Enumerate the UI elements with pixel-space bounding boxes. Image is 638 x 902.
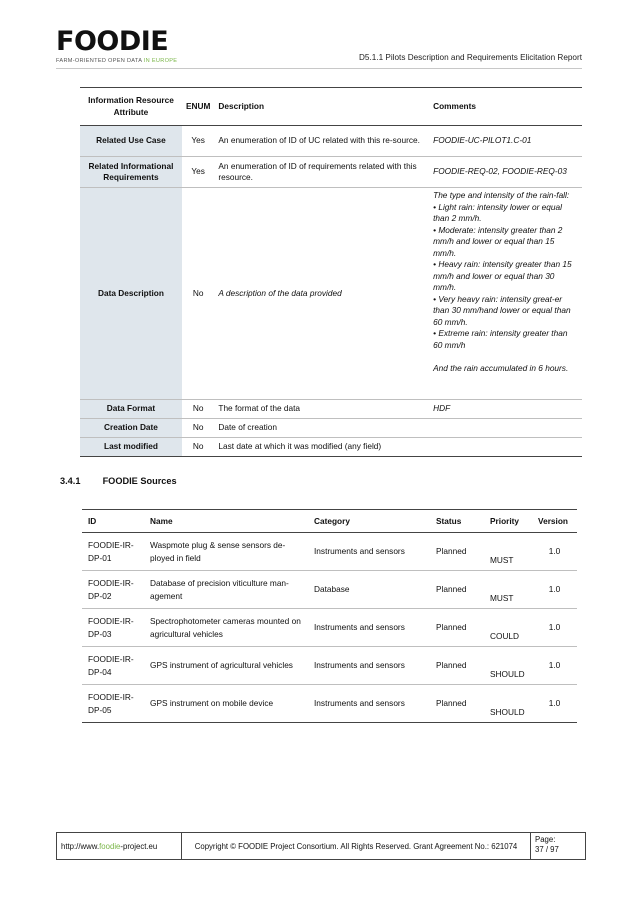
col-header-attribute: Information Resource Attribute [80, 88, 182, 126]
comment-line [433, 351, 578, 363]
sources-table [82, 509, 577, 723]
row-description: An enumeration of ID of UC related with this re-source. [218, 135, 420, 146]
row-comments: HDF [433, 403, 451, 414]
comment-line: • Extreme rain: intensity greater than 60 mm/h [433, 328, 568, 350]
source-name: Waspmote plug & sense sensors de-ployed in field [150, 540, 286, 563]
source-priority: MUST [490, 592, 514, 603]
row-attribute: Last modified [80, 438, 182, 457]
footer-url[interactable]: http://www. foodie -project.eu [57, 833, 182, 859]
footer-copyright: Copyright © FOODIE Project Consortium. All Rights Reserved. Grant Agreement No.: 621074 [182, 833, 531, 859]
source-id: FOODIE-IR-DP-03 [88, 616, 134, 639]
row-attribute: Related Informational Requirements [80, 157, 182, 188]
attribute-table-header [80, 88, 582, 126]
col-header-status: Status [430, 510, 484, 533]
source-priority: MUST [490, 554, 514, 565]
source-status: Planned [436, 660, 467, 671]
source-name: GPS instrument on mobile device [150, 698, 274, 709]
row-description: A description of the data provided [218, 287, 342, 298]
source-version: 1.0 [548, 584, 561, 595]
col-header-description: Description [214, 88, 429, 126]
sources-table-header [82, 510, 577, 533]
source-version: 1.0 [548, 698, 561, 709]
row-description: Date of creation [218, 422, 277, 433]
row-attribute: Data Format [80, 400, 182, 419]
row-enum: No [192, 287, 204, 298]
table-row [80, 400, 582, 419]
source-version: 1.0 [548, 546, 561, 557]
source-version: 1.0 [548, 660, 561, 671]
source-status: Planned [436, 698, 467, 709]
table-row [80, 438, 582, 457]
row-comments [429, 438, 582, 457]
table-row [82, 647, 577, 685]
row-enum: No [192, 403, 204, 414]
comment-line: • Moderate: intensity greater than 2 mm/h and lower or equal than 15 mm/h. [433, 224, 563, 258]
source-category: Instruments and sensors [314, 698, 405, 709]
source-version: 1.0 [548, 622, 561, 633]
row-description: An enumeration of ID of requirements related with this resource. [218, 160, 417, 182]
row-attribute: Creation Date [80, 419, 182, 438]
col-header-enum: ENUM [182, 88, 214, 126]
table-row [82, 609, 577, 647]
source-category: Instruments and sensors [314, 546, 405, 557]
logo-wordmark: FOODIE [56, 26, 169, 57]
comment-line: • Heavy rain: intensity greater than 15 mm/h and lower or equal than 30 mm/h. [433, 259, 572, 292]
source-status: Planned [436, 584, 467, 595]
page-label: Page: [535, 835, 556, 844]
source-id: FOODIE-IR-DP-05 [88, 692, 134, 715]
row-enum: Yes [191, 135, 205, 146]
page-footer [56, 832, 586, 860]
source-id: FOODIE-IR-DP-01 [88, 540, 134, 563]
col-header-priority: Priority [484, 510, 532, 533]
logo-tagline: FARM-ORIENTED OPEN DATA IN EUROPE [56, 58, 178, 64]
row-description: The format of the data [218, 403, 301, 414]
source-name: Spectrophotometer cameras mounted on agricultural vehicles [150, 616, 301, 639]
table-row [80, 157, 582, 188]
attribute-table [80, 87, 582, 457]
section-number: 3.4.1 [60, 476, 81, 486]
comment-line: And the rain accumulated in 6 hours. [433, 362, 569, 373]
source-status: Planned [436, 622, 467, 633]
section-heading [60, 476, 177, 486]
report-title: D5.1.1 Pilots Description and Requirements Elicitation Report [359, 53, 582, 62]
row-attribute: Related Use Case [80, 126, 182, 157]
comment-line: • Light rain: intensity lower or equal than 2 mm/h. [433, 201, 562, 223]
source-id: FOODIE-IR-DP-04 [88, 654, 134, 677]
row-enum: Yes [191, 166, 205, 177]
source-status: Planned [436, 546, 467, 557]
col-header-id: ID [82, 510, 144, 533]
comment-line: • Very heavy rain: intensity great-er than 30 mm/hand lower or equal than 60 mm/h. [433, 293, 571, 327]
source-priority: COULD [490, 630, 520, 641]
table-row [80, 126, 582, 157]
row-description: Last date at which it was modified (any field) [218, 441, 382, 452]
row-comments [429, 419, 582, 438]
source-category: Instruments and sensors [314, 622, 405, 633]
row-comments: FOODIE-UC-PILOT1.C-01 [433, 135, 532, 146]
row-attribute: Data Description [80, 188, 182, 400]
col-header-comments: Comments [429, 88, 582, 126]
row-enum: No [192, 422, 204, 433]
source-id: FOODIE-IR-DP-02 [88, 578, 134, 601]
source-priority: SHOULD [490, 668, 525, 679]
source-priority: SHOULD [490, 706, 525, 717]
source-name: Database of precision viticulture man-agement [150, 578, 289, 601]
col-header-version: Version [532, 510, 577, 533]
row-comments [429, 188, 582, 400]
comment-line: The type and intensity of the rain-fall: [433, 190, 570, 200]
source-name: GPS instrument of agricultural vehicles [150, 660, 293, 671]
row-enum: No [192, 441, 204, 452]
table-row [82, 533, 577, 571]
col-header-category: Category [308, 510, 430, 533]
footer-page-number [531, 833, 585, 859]
row-comments: FOODIE-REQ-02, FOODIE-REQ-03 [433, 166, 567, 177]
header-divider [56, 68, 582, 69]
table-row [82, 685, 577, 723]
source-category: Database [314, 584, 350, 595]
table-row [82, 571, 577, 609]
table-row [80, 188, 582, 400]
source-category: Instruments and sensors [314, 660, 405, 671]
section-title: FOODIE Sources [102, 476, 177, 486]
page-value: 37 / 97 [535, 845, 559, 854]
foodie-logo [56, 28, 186, 66]
table-row [80, 419, 582, 438]
col-header-name: Name [144, 510, 308, 533]
